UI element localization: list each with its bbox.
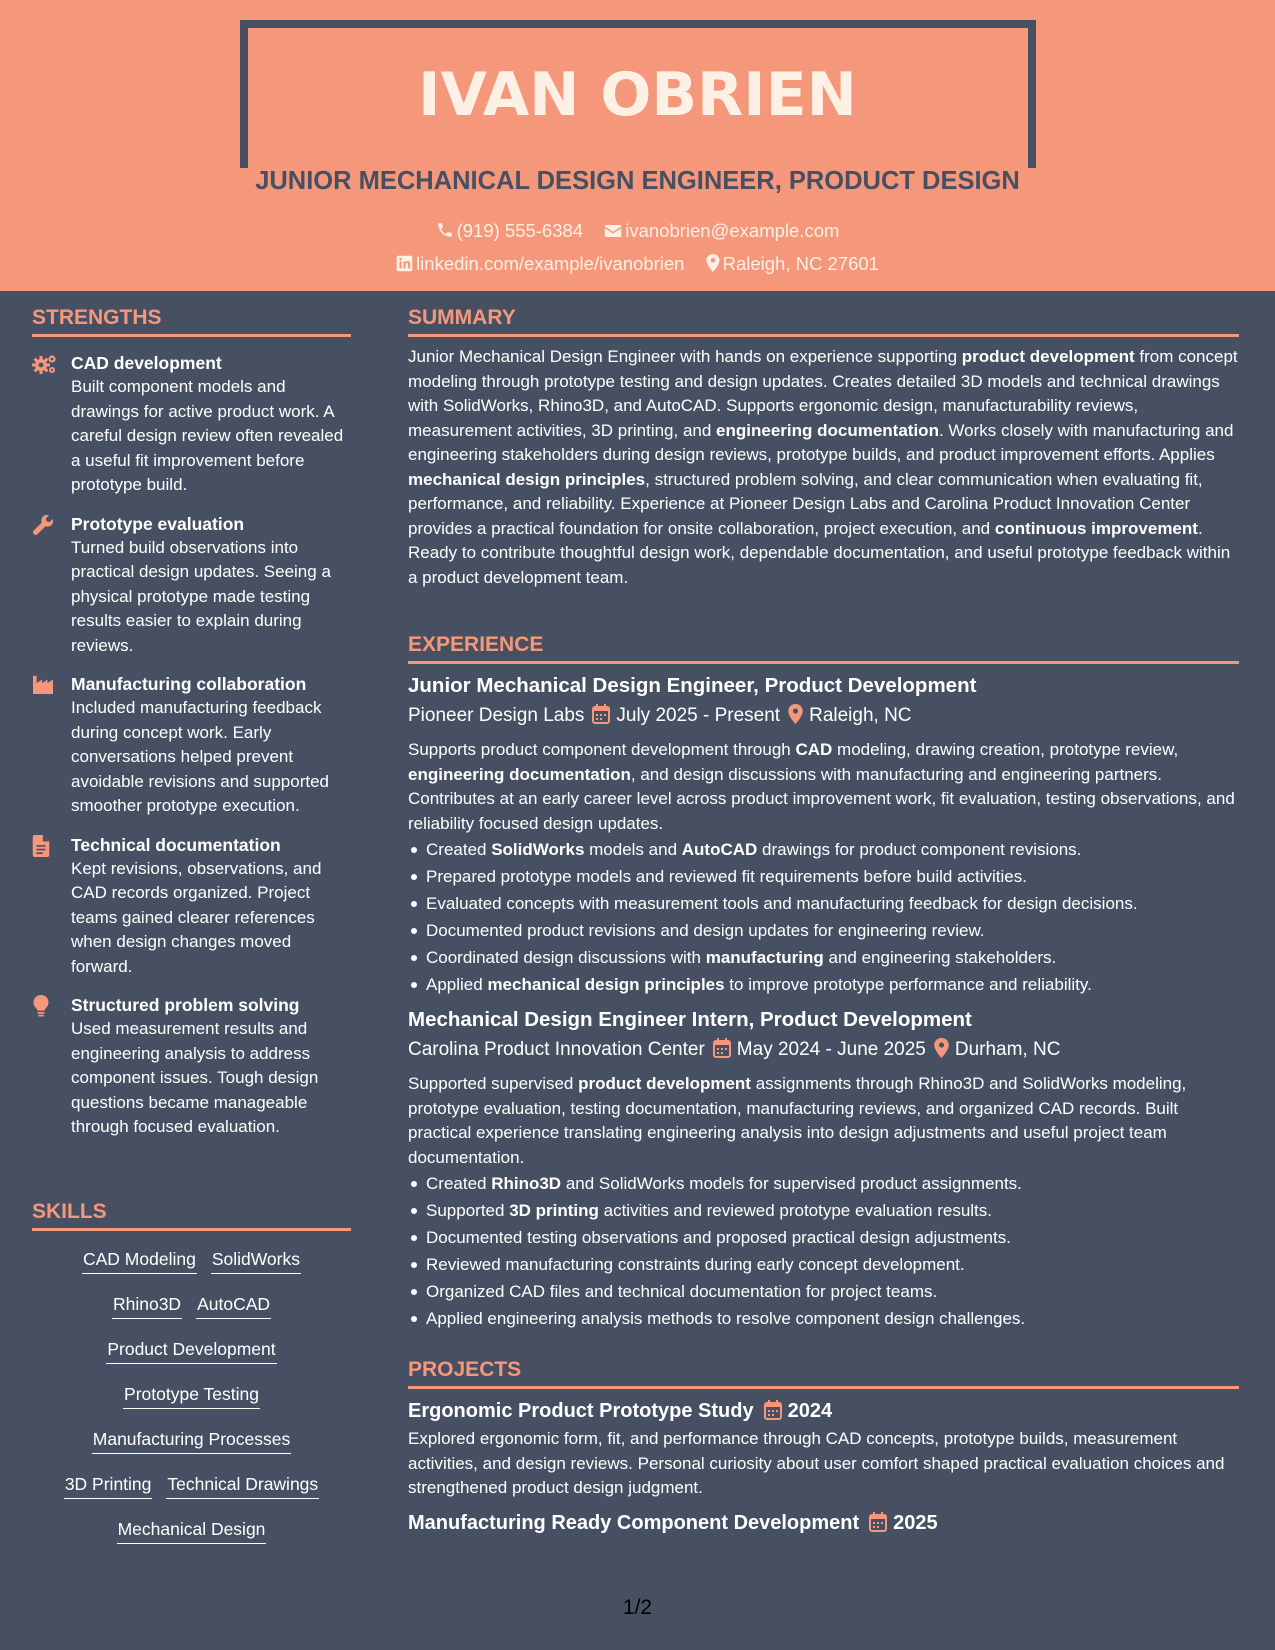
page-number: 1/2 — [622, 1596, 653, 1619]
phone-icon — [436, 221, 454, 239]
job-location: Durham, NC — [954, 1039, 1061, 1060]
strengths-section — [32, 306, 351, 1140]
email-contact[interactable] — [604, 220, 839, 242]
bullet-item: Organized CAD files and technical documentation for project teams. — [408, 1278, 1239, 1305]
job-bullets — [408, 1170, 1239, 1332]
bullet-item: Reviewed manufacturing constraints during early concept development. — [408, 1251, 1239, 1278]
project-year: 2025 — [893, 1511, 938, 1534]
projects-section — [408, 1358, 1239, 1537]
strength-description: Used measurement results and engineering analysis to address component issues. Tough design questions became manageable through focused evaluation. — [71, 1019, 319, 1136]
strength-description: Included manufacturing feedback during concept work. Early conversations helped prevent avoidable revisions and supported smoother prototype execution. — [71, 698, 330, 815]
skills-section — [32, 1200, 351, 1556]
company-name: Pioneer Design Labs — [408, 705, 585, 726]
project-entry — [408, 1397, 1239, 1501]
location-contact — [706, 253, 879, 275]
strength-item — [32, 672, 351, 819]
map-pin-icon — [788, 704, 803, 724]
skill-tag: Mechanical Design — [117, 1511, 267, 1544]
strength-description: Kept revisions, observations, and CAD records organized. Project teams gained clearer references when design changes moved forward. — [71, 858, 322, 976]
experience-heading: EXPERIENCE — [408, 633, 1239, 664]
skill-tag: Manufacturing Processes — [92, 1421, 291, 1454]
strength-title: Technical documentation — [71, 834, 281, 855]
strength-description: Turned build observations into practical design updates. Seeing a physical prototype made testing results easier to explain during reviews. — [71, 537, 331, 655]
projects-heading: PROJECTS — [408, 1358, 1239, 1389]
skills-heading: SKILLS — [32, 1200, 351, 1231]
project-title-row — [408, 1397, 1239, 1425]
project-title: Manufacturing Ready Component Development — [408, 1511, 860, 1534]
skill-tag: Prototype Testing — [123, 1376, 260, 1409]
job-description: Supported supervised product development assignments through Rhino3D and SolidWorks modeling, prototype evaluation, testing documentation, manufacturing reviews, and organized CAD records. Built practical experience translating engineering analysis into design adjustments and useful project team documentation. — [408, 1074, 1187, 1167]
project-title: Ergonomic Product Prototype Study — [408, 1400, 754, 1422]
strength-title: Prototype evaluation — [71, 513, 245, 534]
job-entry — [408, 672, 1239, 998]
bullet-item: Prepared prototype models and reviewed fit requirements before build activities. — [408, 863, 1239, 890]
skill-tag: Product Development — [106, 1331, 276, 1364]
skill-tag: 3D Printing — [64, 1466, 153, 1499]
strength-item — [32, 833, 351, 980]
job-title: Mechanical Design Engineer Intern, Product Development — [408, 1008, 972, 1031]
strength-item — [32, 512, 351, 659]
calendar-icon — [764, 1400, 782, 1420]
strength-item — [32, 993, 351, 1140]
bullet-item: Created SolidWorks models and AutoCAD drawings for product component revisions. — [408, 836, 1239, 863]
experience-section — [408, 633, 1239, 1332]
gears-icon — [32, 353, 58, 375]
lightbulb-icon — [32, 995, 50, 1017]
bullet-item: Created Rhino3D and SolidWorks models for supervised product assignments. — [408, 1170, 1239, 1197]
strength-title: Structured problem solving — [71, 995, 300, 1015]
skill-tag: Technical Drawings — [166, 1466, 319, 1499]
strength-title: CAD development — [71, 353, 222, 373]
strength-item — [32, 351, 351, 498]
calendar-icon — [713, 1038, 731, 1058]
job-description: Supports product component development through CAD modeling, drawing creation, prototype review, engineering documentation, and design discussions with manufacturing and engineering partners. Contributes at an early career level across product improvement work, fit evaluation, testing observations, and reliability focused design updates. — [408, 740, 1235, 833]
summary-text: Junior Mechanical Design Engineer with hands on experience supporting product development from concept modeling through prototype testing and design updates. Creates detailed 3D models and technical drawings with SolidWorks, Rhino3D, and AutoCAD. Supports ergonomic design, manufacturability reviews, measurement activities, 3D printing, and engineering documentation. Works closely with manufacturing and engineering stakeholders during design reviews, prototype builds, and product improvement efforts. Applies mechanical design principles, structured problem solving, and clear communication when evaluating fit, performance, and reliability. Experience at Pioneer Design Labs and Carolina Product Innovation Center provides a practical foundation for onsite collaboration, project execution, and continuous improvement. Ready to contribute thoughtful design work, dependable documentation, and useful prototype feedback within a product development team. — [408, 347, 1238, 587]
job-meta — [408, 702, 1239, 730]
candidate-name: IVAN OBRIEN — [418, 60, 857, 130]
calendar-icon — [869, 1512, 887, 1532]
summary-heading: SUMMARY — [408, 306, 1239, 337]
linkedin-contact[interactable] — [396, 253, 684, 275]
job-title: Junior Mechanical Design Engineer, Product Development — [408, 674, 977, 697]
job-location: Raleigh, NC — [809, 705, 912, 726]
phone-contact[interactable] — [436, 220, 584, 242]
envelope-icon — [604, 223, 622, 239]
bullet-item: Evaluated concepts with measurement tools and manufacturing feedback for design decisions. — [408, 890, 1239, 917]
bullet-item: Documented testing observations and proposed practical design adjustments. — [408, 1224, 1239, 1251]
skill-tag: CAD Modeling — [82, 1241, 197, 1274]
job-entry — [408, 1006, 1239, 1332]
project-entry — [408, 1509, 1239, 1537]
calendar-icon — [592, 704, 610, 724]
skill-tag: SolidWorks — [211, 1241, 301, 1274]
skill-tag: Rhino3D — [112, 1286, 182, 1319]
location-text: Raleigh, NC 27601 — [722, 253, 879, 274]
candidate-title: JUNIOR MECHANICAL DESIGN ENGINEER, PRODUCT DESIGN — [255, 167, 1020, 195]
project-title-row — [408, 1509, 1239, 1537]
skill-tag: AutoCAD — [196, 1286, 271, 1319]
bullet-item: Supported 3D printing activities and reviewed prototype evaluation results. — [408, 1197, 1239, 1224]
linkedin-icon — [396, 255, 413, 272]
summary-section — [408, 306, 1239, 590]
document-icon — [32, 835, 50, 857]
strength-title: Manufacturing collaboration — [71, 674, 307, 694]
job-bullets — [408, 836, 1239, 998]
job-dates: May 2024 - June 2025 — [736, 1039, 926, 1060]
skills-list — [32, 1241, 351, 1556]
company-name: Carolina Product Innovation Center — [408, 1039, 705, 1060]
strengths-heading: STRENGTHS — [32, 306, 351, 337]
industry-icon — [32, 674, 54, 694]
bullet-item: Documented product revisions and design updates for engineering review. — [408, 917, 1239, 944]
map-pin-icon — [934, 1038, 949, 1058]
wrench-icon — [32, 514, 54, 536]
resume-header — [0, 0, 1275, 291]
linkedin-url: linkedin.com/example/ivanobrien — [416, 253, 685, 274]
phone-number: (919) 555-6384 — [456, 220, 584, 241]
bullet-item: Applied mechanical design principles to improve prototype performance and reliability. — [408, 971, 1239, 998]
strength-description: Built component models and drawings for active product work. A careful design review often revealed a useful fit improvement before prototype build. — [71, 377, 344, 494]
bullet-item: Coordinated design discussions with manufacturing and engineering stakeholders. — [408, 944, 1239, 971]
project-description: Explored ergonomic form, fit, and performance through CAD concepts, prototype builds, measurement activities, and design reviews. Personal curiosity about user comfort shaped practical evaluation choices and strengthened product design judgment. — [408, 1429, 1225, 1497]
bullet-item: Applied engineering analysis methods to resolve component design challenges. — [408, 1305, 1239, 1332]
job-dates: July 2025 - Present — [616, 705, 781, 726]
map-pin-icon — [706, 254, 720, 272]
job-meta — [408, 1036, 1239, 1064]
email-address: ivanobrien@example.com — [625, 220, 840, 241]
project-year: 2024 — [787, 1400, 833, 1422]
